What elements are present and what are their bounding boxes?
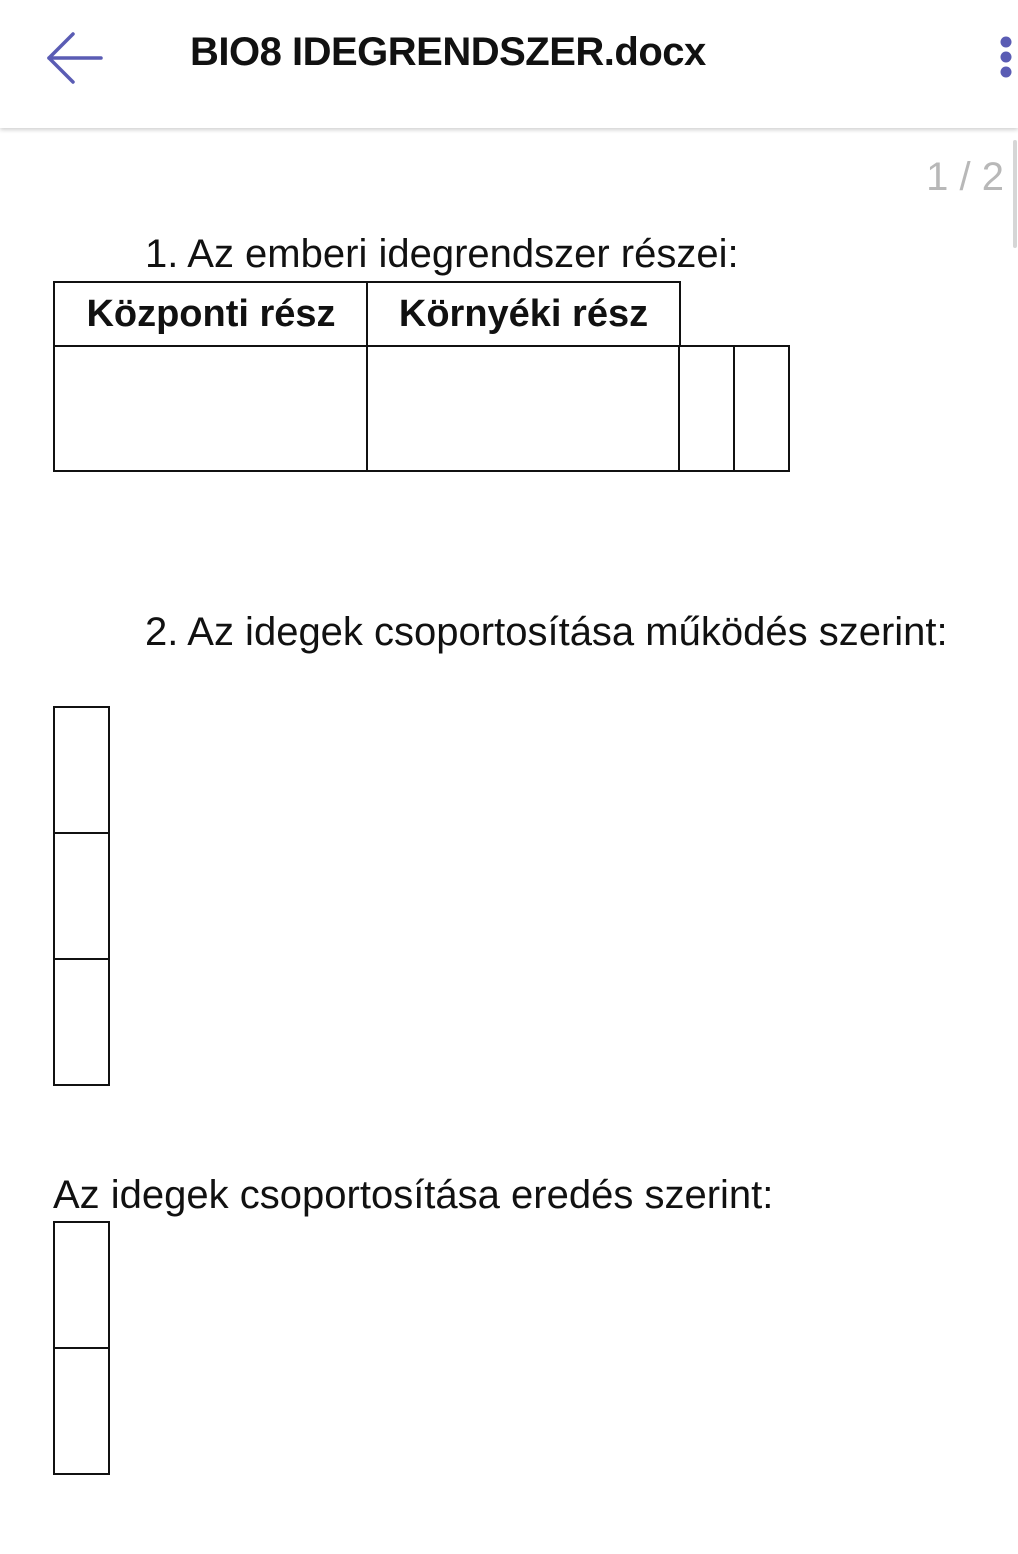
function-cell-2[interactable] bbox=[53, 832, 110, 961]
origin-cell-1[interactable] bbox=[53, 1221, 110, 1350]
table-header-peripheral: Környéki rész bbox=[366, 281, 681, 348]
more-vertical-icon bbox=[980, 28, 1018, 88]
table-cell-extra-1[interactable] bbox=[678, 345, 736, 472]
page-indicator: 1 / 2 bbox=[926, 155, 1004, 199]
section3-heading: Az idegek csoportosítása eredés szerint: bbox=[53, 1173, 774, 1217]
table-header-central: Központi rész bbox=[53, 281, 369, 348]
table-cell-peripheral[interactable] bbox=[366, 345, 681, 472]
origin-cell-2[interactable] bbox=[53, 1347, 110, 1475]
more-options-button[interactable] bbox=[980, 28, 1018, 88]
document-title: BIO8 IDEGRENDSZER.docx bbox=[190, 30, 706, 74]
table-cell-extra-2[interactable] bbox=[733, 345, 790, 472]
back-button[interactable] bbox=[38, 22, 110, 94]
section1-heading: 1. Az emberi idegrendszer részei: bbox=[145, 232, 739, 276]
app-bar bbox=[0, 0, 1018, 128]
section2-heading: 2. Az idegek csoportosítása működés szerint: bbox=[145, 610, 948, 654]
function-cell-3[interactable] bbox=[53, 958, 110, 1086]
arrow-left-icon bbox=[43, 30, 105, 86]
scrollbar-thumb[interactable] bbox=[1013, 140, 1017, 248]
table-cell-central[interactable] bbox=[53, 345, 369, 472]
function-cell-1[interactable] bbox=[53, 706, 110, 835]
